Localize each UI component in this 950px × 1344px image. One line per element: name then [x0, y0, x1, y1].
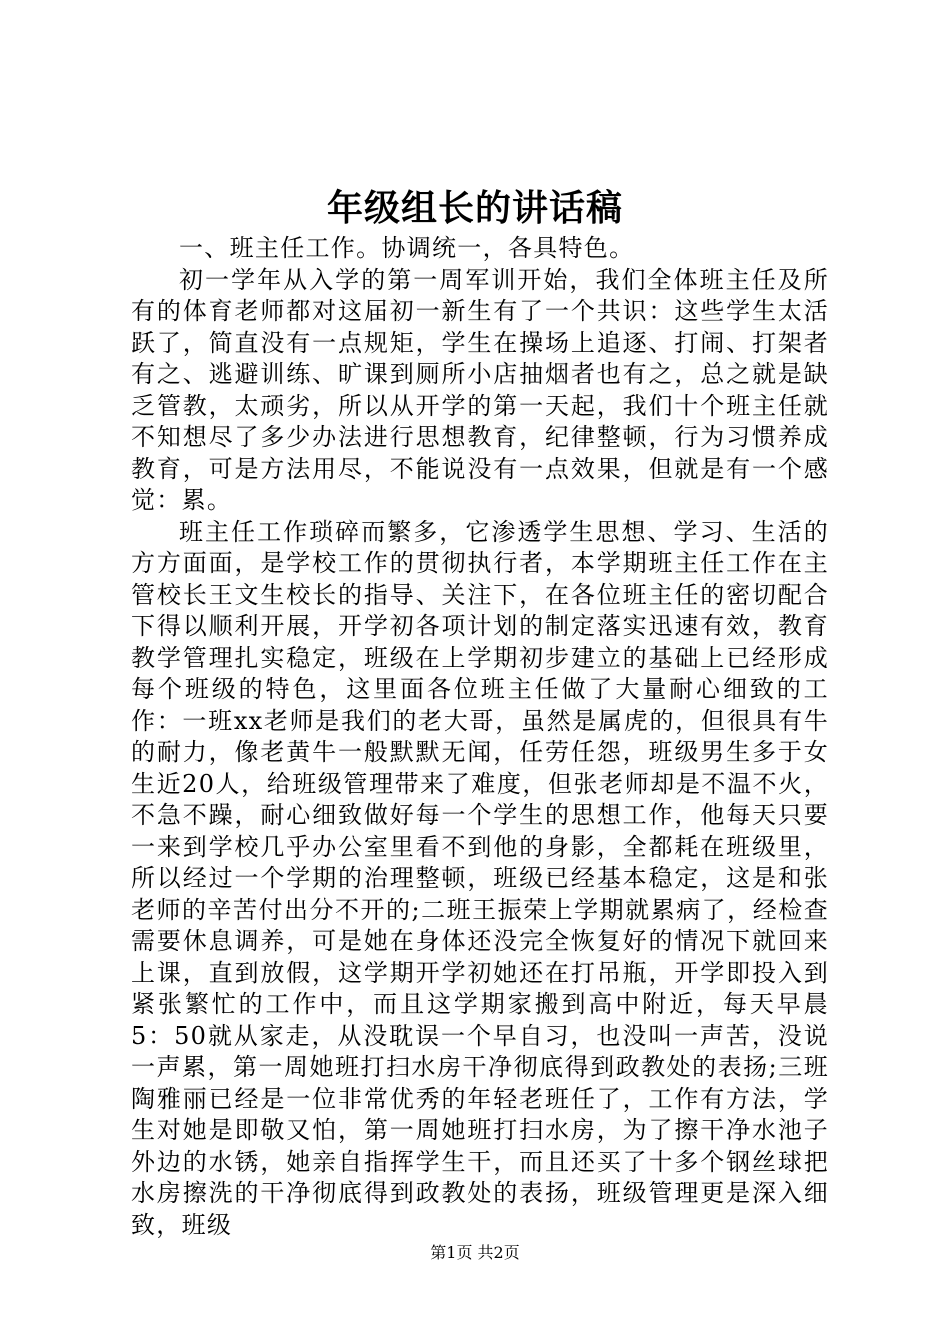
paragraph-1: 初一学年从入学的第一周军训开始，我们全体班主任及所有的体育老师都对这届初一新生有了一个共识：这些学生太活跃了，简直没有一点规矩，学生在操场上追逐、打闹、打架者有之、逃避训练、旷课到厕所小店抽烟者也有之，总之就是缺乏管教，太顽劣，所以从开学的第一天起，我们十个班主任就不知想尽了多少办法进行思想教育，纪律整顿，行为习惯养成教育，可是方法用尽，不能说没有一点效果，但就是有一个感觉：累。	[131, 265, 829, 514]
paragraph-heading: 一、班主任工作。协调统一，各具特色。	[179, 234, 635, 262]
document-body	[131, 233, 829, 1241]
document-title: 年级组长的讲话稿	[326, 187, 623, 229]
paragraph-2: 班主任工作琐碎而繁多，它渗透学生思想、学习、生活的方方面面，是学校工作的贯彻执行者，本学期班主任工作在主管校长王文生校长的指导、关注下，在各位班主任的密切配合下得以顺利开展，开学初各项计划的制定落实迅速有效，教育教学管理扎实稳定，班级在上学期初步建立的基础上已经形成每个班级的特色，这里面各位班主任做了大量耐心细致的工作：一班xx老师是我们的老大哥，虽然是属虎的，但很具有牛的耐力，像老黄牛一般默默无闻，任劳任怨，班级男生多于女生近20人，给班级管理带来了难度，但张老师却是不温不火，不急不躁，耐心细致做好每一个学生的思想工作，他每天只要一来到学校几乎办公室里看不到他的身影，全都耗在班级里，所以经过一个学期的治理整顿，班级已经基本稳定，这是和张老师的辛苦付出分不开的;二班王振荣上学期就累病了，经检查需要休息调养，可是她在身体还没完全恢复好的情况下就回来上课，直到放假，这学期开学初她还在打吊瓶，开学即投入到紧张繁忙的工作中，而且这学期家搬到高中附近，每天早晨5：50就从家走，从没耽误一个早自习，也没叫一声苦，没说一声累，第一周她班打扫水房干净彻底得到政教处的表扬;三班陶雅丽已经是一位非常优秀的年轻老班任了，工作有方法，学生对她是即敬又怕，第一周她班打扫水房，为了擦干净水池子外边的水锈，她亲自指挥学生干，而且还买了十多个钢丝球把水房擦洗的干净彻底得到政教处的表扬，班级管理更是深入细致，班级	[131, 517, 829, 1239]
page-footer: 第1页 共2页	[430, 1243, 520, 1262]
